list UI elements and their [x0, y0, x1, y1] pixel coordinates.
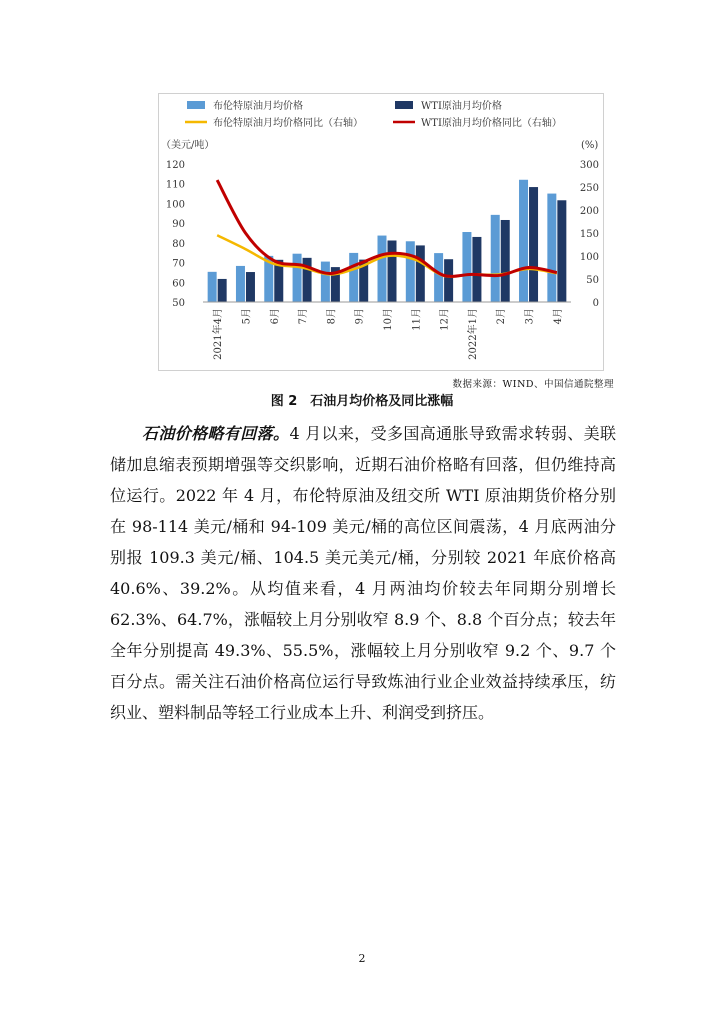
bar: [236, 266, 245, 302]
figure-caption: 图 2 石油月均价格及同比涨幅: [270, 394, 454, 409]
oil-price-chart: [158, 93, 604, 371]
bar: [462, 232, 471, 302]
y-tick-left: 50: [172, 298, 185, 309]
y-axis-left-label: （美元/吨）: [161, 140, 215, 151]
body-paragraph: [110, 418, 616, 728]
x-tick-label: 9月: [354, 308, 366, 325]
y-tick-right: 150: [579, 229, 599, 240]
legend-label: WTI原油月均价格同比（右轴）: [421, 118, 562, 129]
x-tick-label: 12月: [439, 308, 451, 331]
bar: [444, 259, 453, 302]
bar: [218, 279, 227, 302]
paragraph-body: 4 月以来，受多国高通胀导致需求转弱、美联储加息缩表预期增强等交织影响，近期石油价格略有回落，但仍维持高位运行。2022 年 4 月，布伦特原油及纽交所 WTI 原油期货价格分别在 98-114 美元/桶和 94-109 美元/桶的高位区间震荡，4 月底两油分别报 109.3 美元/桶、104.5 美元美元/桶，分别较 2021 年底价格高 40.6%、39.2%。从均值来看，4 月两油均价较去年同期分别增长 62.3%、64.7%，涨幅较上月分别收窄 8.9 个、8.8 个百分点；较去年全年分别提高 49.3%、55.5%，涨幅较上月分别收窄 9.2 个、9.7 个百分点。需关注石油价格高位运行导致炼油行业企业效益持续承压，纺织业、塑料制品等轻工行业成本上升、利润受到挤压。: [110, 424, 616, 722]
y-tick-right: 250: [579, 183, 599, 194]
x-tick-label: 6月: [269, 308, 281, 325]
y-tick-left: 70: [172, 258, 185, 270]
legend-swatch: [395, 101, 413, 109]
x-tick-label: 2022年1月: [467, 308, 479, 360]
legend-label: 布伦特原油月均价格同比（右轴）: [213, 118, 363, 129]
bar: [378, 236, 387, 302]
y-axis-right-label: (%): [581, 140, 599, 151]
source-note: 数据来源：WIND、中国信通院整理: [452, 379, 614, 390]
bar: [349, 253, 358, 302]
y-tick-left: 120: [165, 160, 185, 171]
x-tick-label: 10月: [383, 308, 394, 331]
y-tick-right: 100: [579, 252, 599, 263]
y-tick-left: 100: [165, 199, 185, 211]
paragraph-lead: 石油价格略有回落。: [142, 424, 290, 443]
x-tick-label: 5月: [241, 308, 253, 325]
bar: [472, 237, 481, 302]
bar: [246, 272, 255, 302]
page-number: 2: [358, 952, 366, 965]
y-tick-left: 90: [172, 219, 185, 231]
bar: [434, 253, 443, 302]
legend-swatch: [187, 101, 205, 109]
bar: [557, 200, 566, 302]
bar: [491, 215, 500, 302]
bar: [416, 245, 425, 302]
legend-label: WTI原油月均价格: [421, 101, 502, 112]
y-tick-right: 200: [579, 206, 599, 217]
bar: [208, 272, 217, 302]
x-tick-label: 8月: [326, 308, 338, 325]
x-tick-label: 2021年4月: [213, 308, 225, 360]
x-tick-label: 4月: [552, 308, 564, 325]
y-tick-left: 80: [172, 238, 185, 250]
bar: [388, 240, 397, 302]
x-tick-label: 7月: [298, 308, 310, 325]
x-tick-label: 3月: [524, 308, 536, 325]
bar: [519, 180, 528, 302]
y-tick-right: 300: [579, 160, 599, 171]
y-tick-left: 60: [172, 278, 185, 290]
y-tick-left: 110: [165, 179, 185, 191]
legend-label: 布伦特原油月均价格: [213, 101, 303, 112]
x-tick-label: 11月: [411, 308, 423, 331]
bar: [293, 254, 302, 302]
chart-canvas: [159, 94, 603, 370]
bar: [547, 194, 556, 302]
bar: [501, 220, 510, 302]
bar: [529, 187, 538, 302]
y-tick-right: 50: [586, 275, 599, 286]
y-tick-right: 0: [592, 298, 599, 309]
bar: [406, 241, 415, 302]
x-tick-label: 2月: [496, 308, 508, 325]
bar: [321, 262, 330, 302]
